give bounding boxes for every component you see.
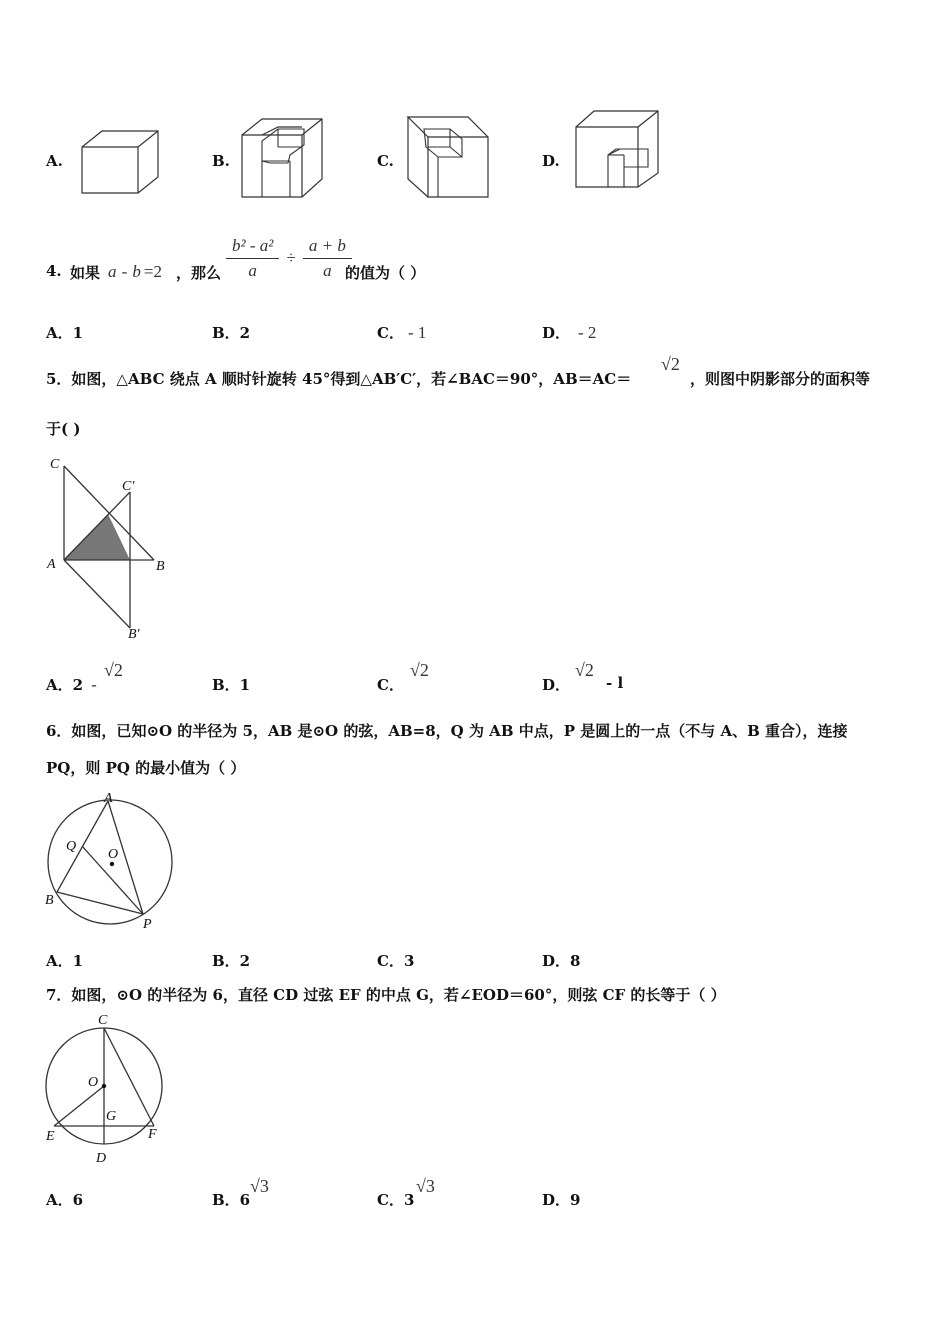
q5-stem-line1: 5．如图，△ABC 绕点 A 顺时针旋转 45°得到△AB′C′，若∠BAC＝90°，AB＝AC＝ [46, 370, 632, 388]
q4-option-a: A．1 [46, 324, 84, 342]
q5-option-d-tail: - l [606, 674, 624, 692]
q5-sqrt2: √2 [661, 354, 680, 374]
q4-divide-sign: ÷ [286, 248, 296, 267]
q5-figure [44, 452, 174, 642]
q5-option-d-label: D． [542, 676, 571, 694]
q4-expression [226, 236, 352, 281]
q4-option-c [377, 322, 426, 343]
q4-fraction-1-denominator: a [248, 261, 257, 280]
q6-option-a: A．1 [46, 952, 84, 970]
q6-stem-line1: 6．如图，已知⊙O 的半径为 5，AB 是⊙O 的弦，AB=8，Q 为 AB 中点，P 是圆上的一点（不与 A、B 重合），连接 [46, 722, 848, 740]
q3-option-a-figure [78, 125, 160, 197]
q3-option-d-label: D. [542, 152, 560, 170]
q3-option-c-figure [404, 113, 494, 201]
q5-option-a [46, 674, 97, 695]
q4-fraction-1 [226, 236, 279, 281]
q7-option-d: D．9 [542, 1191, 581, 1209]
q4-fraction-2-denominator: a [323, 261, 332, 280]
q4-fraction-2-numerator: a + b [303, 236, 352, 259]
q4-fraction-1-numerator: b² - a² [226, 236, 279, 259]
q4-condition [108, 262, 162, 282]
q5-option-c-sqrt: √2 [410, 660, 429, 680]
q5-option-b: B．1 [212, 676, 251, 694]
q5-label-b: B [156, 559, 165, 574]
q4-cond-eq: =2 [143, 262, 162, 281]
q7-option-c-sqrt: √3 [416, 1176, 435, 1196]
q5-option-a-minus: - [91, 675, 97, 694]
q4-cond-b: b [132, 262, 141, 281]
q7-label-o: O [88, 1075, 99, 1090]
q7-option-a: A．6 [46, 1191, 84, 1209]
q4-option-d-value: - 2 [578, 323, 597, 342]
q6-label-p: P [143, 917, 152, 932]
q5-stem-line1-end: ，则图中阴影部分的面积等 [690, 370, 871, 388]
q5-option-a-sqrt: √2 [104, 660, 123, 680]
q3-option-a-label: A. [46, 152, 63, 170]
q3-option-b-label: B. [212, 152, 230, 170]
q4-suffix: 的值为（ ） [345, 264, 426, 282]
q4-option-d [542, 322, 596, 343]
q6-option-b: B．2 [212, 952, 251, 970]
q7-figure [42, 1010, 170, 1166]
q4-cond-minus: - [121, 262, 128, 281]
q6-label-b: B [45, 893, 54, 908]
q4-option-d-label: D． [542, 324, 571, 342]
q5-label-b-prime: B′ [128, 627, 140, 642]
q6-label-a: A [104, 791, 113, 806]
q4-option-c-value: - 1 [407, 323, 427, 342]
q3-option-c-label: C. [377, 152, 394, 170]
q7-option-b-label: B．6 [212, 1191, 251, 1209]
q6-figure [44, 788, 176, 932]
q4-middle-text: ，那么 [176, 264, 222, 282]
q5-label-c: C [50, 457, 60, 472]
q6-label-o: O [108, 847, 119, 862]
q7-option-b-sqrt: √3 [250, 1176, 269, 1196]
q5-option-a-label: A．2 [46, 676, 84, 694]
q6-stem-line2: PQ，则 PQ 的最小值为（ ） [46, 759, 246, 777]
q7-stem-line1: 7．如图，⊙O 的半径为 6，直径 CD 过弦 EF 的中点 G，若∠EOD＝60°，则弦 CF 的长等于（ ） [46, 986, 726, 1004]
q5-label-a: A [47, 557, 56, 572]
q4-option-c-label: C． [377, 324, 404, 342]
q7-label-g: G [106, 1109, 117, 1124]
q7-label-d: D [96, 1151, 107, 1166]
q5-stem-line2: 于( ) [46, 420, 81, 438]
q3-option-b-figure [238, 115, 326, 201]
q4-question-number: 4. [46, 262, 62, 280]
q4-cond-a: a [108, 262, 117, 281]
q4-option-b: B．2 [212, 324, 251, 342]
q3-option-d-figure [572, 107, 662, 193]
q7-label-f: F [148, 1127, 157, 1142]
q5-option-c-label: C． [377, 676, 404, 694]
q5-label-c-prime: C′ [122, 479, 135, 494]
q6-option-d: D．8 [542, 952, 581, 970]
q7-label-c: C [98, 1013, 108, 1028]
q6-label-q: Q [66, 839, 77, 854]
q4-prefix: 如果 [70, 264, 101, 282]
q5-shaded-region [64, 514, 130, 560]
q5-option-d-sqrt: √2 [575, 660, 594, 680]
q6-option-c: C．3 [377, 952, 415, 970]
q7-option-c-label: C．3 [377, 1191, 415, 1209]
q7-label-e: E [46, 1129, 55, 1144]
